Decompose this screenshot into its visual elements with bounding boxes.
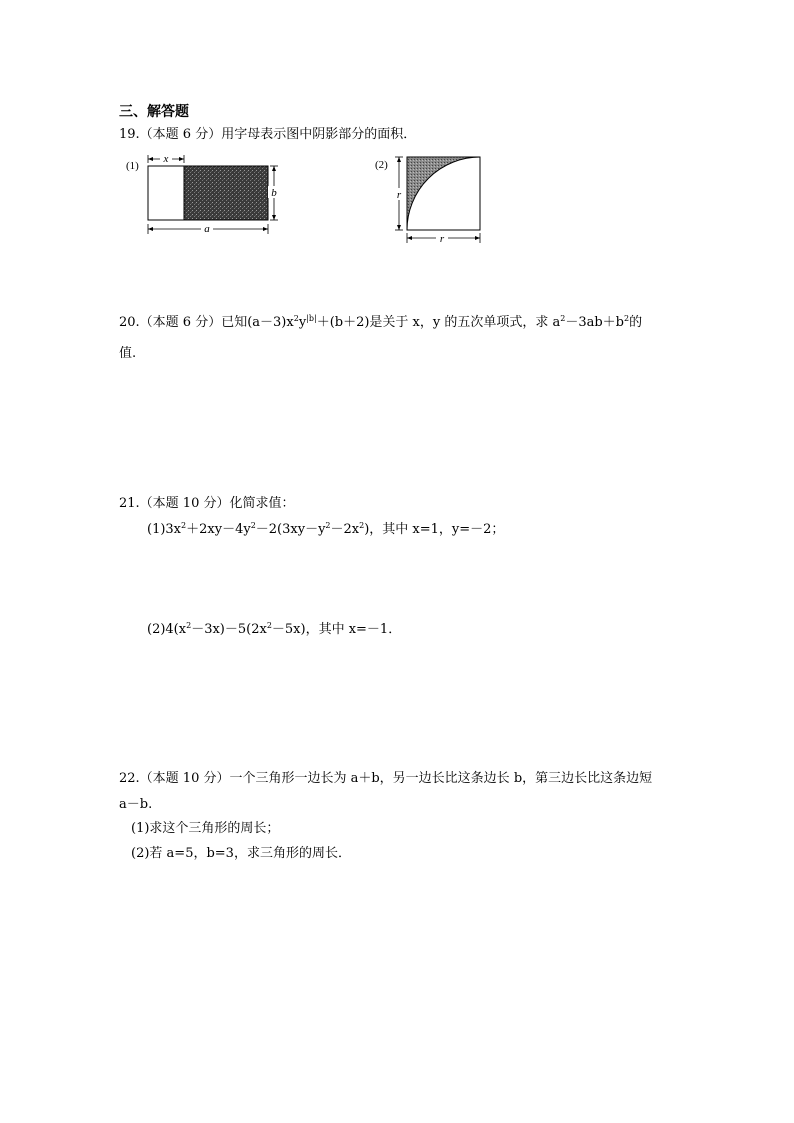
shaded-region-1 — [184, 166, 268, 220]
figure-2-tag: (2) — [375, 159, 388, 171]
section-title: 三、解答题 — [119, 104, 189, 120]
question-20-line-1: 20.（本题 6 分）已知$(a-3)x^2y^{|b|}+(b+2)$是关于 x，y 的五次单项式，求 $a^2-3ab+b^2$的 — [119, 314, 643, 330]
question-22-part-1: (1)求这个三角形的周长； — [131, 821, 280, 836]
question-22-line-2: a－b. — [119, 797, 153, 812]
question-21-part-1: $(1)3x^2+2xy-4y^2-2(3xy-y^2-2x^2)$，其中 x=1，y=－2； — [147, 521, 505, 537]
figure-2-square — [372, 150, 492, 245]
label-b: b — [271, 187, 277, 199]
label-x: x — [163, 153, 169, 165]
label-a: a — [204, 223, 210, 235]
label-r-side: r — [396, 189, 402, 201]
question-21-text: 21.（本题 10 分）化简求值： — [119, 496, 295, 511]
figure-1-rectangle — [124, 150, 284, 238]
label-r-bottom: r — [439, 233, 445, 245]
question-22-line-1: 22.（本题 10 分）一个三角形一边长为 a＋b，另一边长比这条边长 b，第三边长比这条边短 — [119, 771, 653, 786]
question-21-part-2: $(2)4(x^2-3x)-5(2x^2-5x)$，其中 x=－1． — [147, 621, 402, 637]
question-20-line-2: 值. — [119, 346, 137, 361]
figure-1-tag: (1) — [126, 160, 139, 172]
question-22-part-2: (2)若 a=5，b=3，求三角形的周长． — [131, 846, 351, 861]
question-19-text: 19.（本题 6 分）用字母表示图中阴影部分的面积． — [119, 127, 417, 142]
